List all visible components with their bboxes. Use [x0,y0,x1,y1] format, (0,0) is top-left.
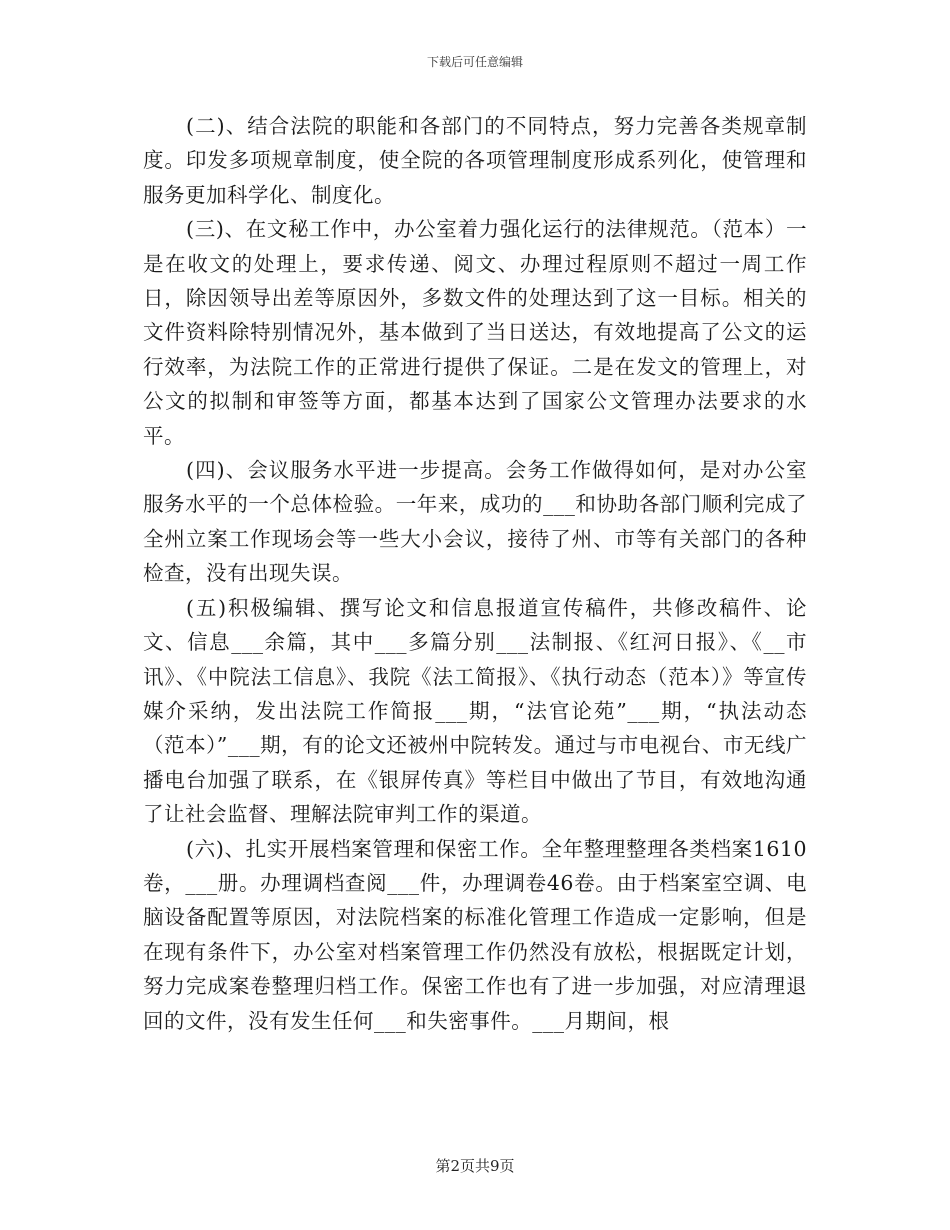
page-footer: 第2页共9页 [435,1157,515,1175]
paragraph-4: (四)、会议服务水平进一步提高。会务工作做得如何，是对办公室服务水平的一个总体检验。一年来，成功的___和协助各部门顺利完成了全州立案工作现场会等一些大小会议，接待了州、市等有关部门的各种检查，没有出现失误。 [143,458,807,586]
paragraph-6: (六)、扎实开展档案管理和保密工作。全年整理整理各类档案1610卷，___册。办理调档查阅___件，办理调卷46卷。由于档案室空调、电脑设备配置等原因，对法院档案的标准化管理工作造成一定影响，但是在现有条件下，办公室对档案管理工作仍然没有放松，根据既定计划，努力完成案卷整理归档工作。保密工作也有了进一步加强，对应清理退回的文件，没有发生任何___和失密事件。___月期间，根 [143,836,807,1033]
document-body [143,109,807,1038]
paragraph-5: (五)积极编辑、撰写论文和信息报道宣传稿件，共修改稿件、论文、信息___余篇，其中___多篇分别___法制报、《红河日报》、《__市讯》、《中院法工信息》、我院《法工简报》、《执行动态（范本）》等宣传媒介采纳，发出法院工作简报___期，“法官论苑”___期，“执法动态（范本）”___期，有的论文还被州中院转发。通过与市电视台、市无线广播电台加强了联系，在《银屏传真》等栏目中做出了节目，有效地沟通了让社会监督、理解法院审判工作的渠道。 [143,595,807,827]
paragraph-3: (三)、在文秘工作中，办公室着力强化运行的法律规范。（范本）一是在收文的处理上，要求传递、阅文、办理过程原则不超过一周工作日，除因领导出差等原因外，多数文件的处理达到了这一目标。相关的文件资料除特别情况外，基本做到了当日送达，有效地提高了公文的运行效率，为法院工作的正常进行提供了保证。二是在发文的管理上，对公文的拟制和审签等方面，都基本达到了国家公文管理办法要求的水平。 [143,217,807,448]
page-header: 下载后可任意编辑 [426,55,523,69]
paragraph-2: (二)、结合法院的职能和各部门的不同特点，努力完善各类规章制度。印发多项规章制度，使全院的各项管理制度形成系列化，使管理和服务更加科学化、制度化。 [143,114,807,207]
